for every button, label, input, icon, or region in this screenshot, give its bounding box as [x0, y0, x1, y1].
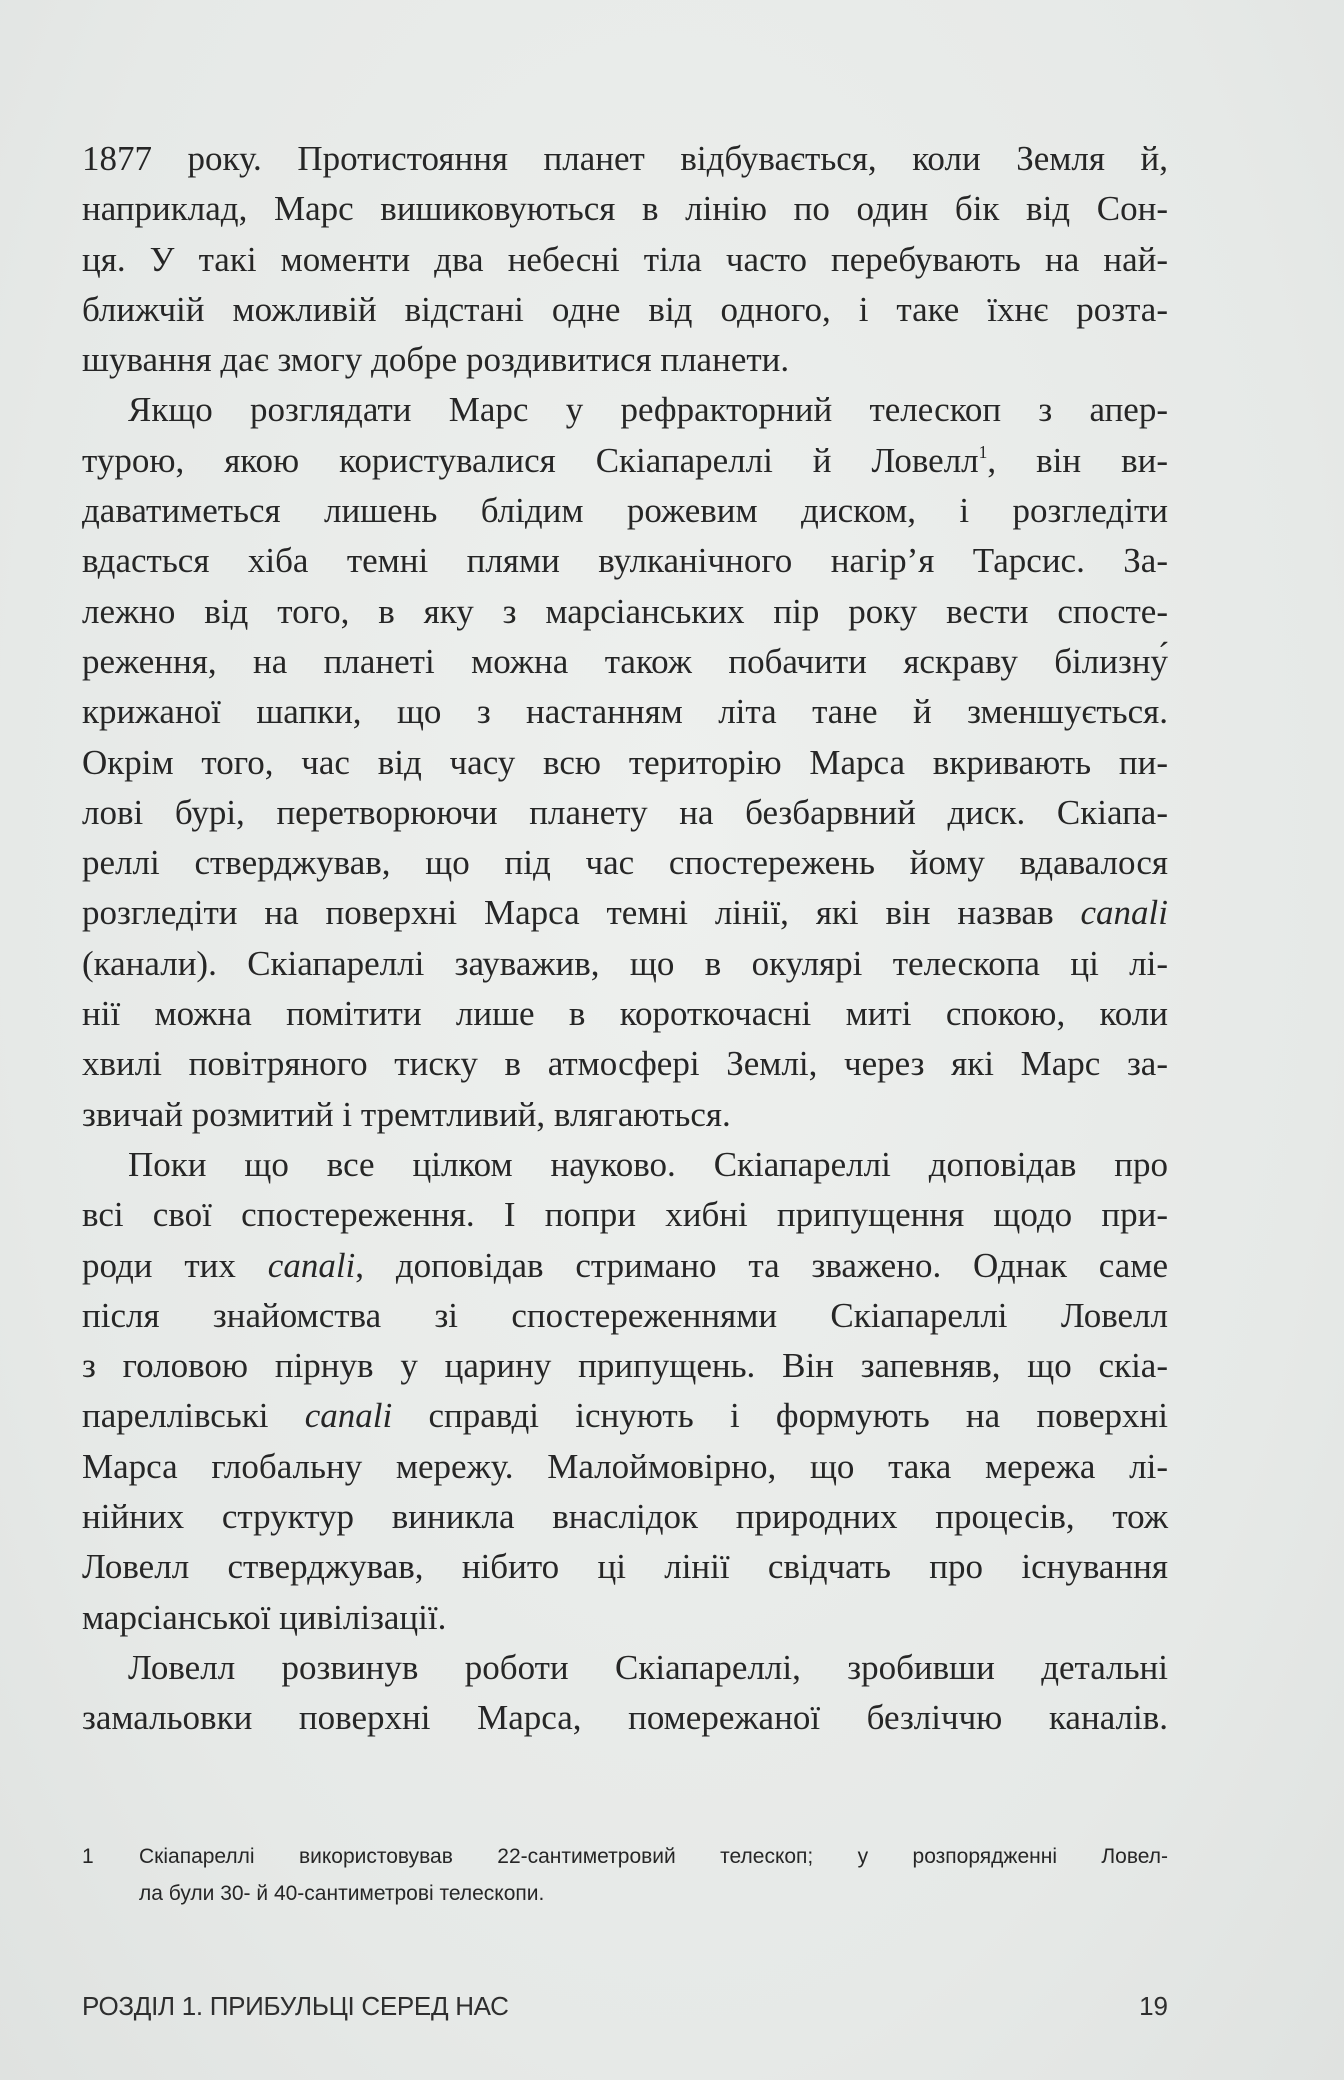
text-segment: всі свої спостереження. І попри хибні припущення щодо при- [82, 1195, 1168, 1235]
text-segment: Ловелл стверджував, нібито ці лінії свідчать про існування [82, 1547, 1168, 1587]
text-line [82, 1190, 1168, 1240]
text-segment: ця. У такі моменти два небесні тіла часто перебувають на най- [82, 239, 1168, 279]
italic-term: canali [1080, 893, 1168, 933]
text-segment: реження, на планеті можна також побачити яскраву білизну́ [82, 641, 1168, 681]
text-segment: вдасться хіба темні плями вулканічного нагір’я Тарсис. За- [82, 541, 1168, 581]
italic-term: canali [267, 1245, 356, 1285]
text-segment: крижаної шапки, що з настанням літа тане й зменшується. [82, 692, 1168, 732]
body-text [82, 134, 1168, 1744]
text-line [82, 738, 1168, 788]
text-line [82, 687, 1168, 737]
text-line [82, 1643, 1168, 1693]
text-segment: Ловелл розвинув роботи Скіапареллі, зробивши детальні [128, 1647, 1168, 1687]
text-line [82, 989, 1168, 1039]
footnote-text [139, 1838, 1168, 1912]
text-line [82, 1492, 1168, 1542]
text-segment: Окрім того, час від часу всю територію Марса вкривають пи- [82, 742, 1168, 782]
text-segment: лежно від того, в яку з марсіанських пір року вести спосте- [82, 591, 1168, 631]
footnote-number: 1 [82, 1845, 94, 1868]
paragraph [82, 1140, 1168, 1643]
text-line [82, 536, 1168, 586]
text-line [82, 788, 1168, 838]
text-segment: справді існують і формують на поверхні [392, 1396, 1168, 1436]
text-segment: Якщо розглядати Марс у рефракторний телескоп з апер- [128, 390, 1168, 430]
text-segment: пареллівські [82, 1396, 305, 1436]
text-line [82, 385, 1168, 435]
text-line [82, 436, 1168, 486]
text-segment: даватиметься лишень блідим рожевим диском, і розгледіти [82, 491, 1168, 531]
text-line [82, 587, 1168, 637]
paragraph [82, 1643, 1168, 1744]
text-segment: лові бурі, перетворюючи планету на безбарвний диск. Скіапа- [82, 792, 1168, 832]
text-line [82, 1391, 1168, 1441]
text-segment: звичай розмитий і тремтливий, влягаються. [82, 1094, 731, 1134]
text-segment: після знайомства зі спостереженнями Скіапареллі Ловелл [82, 1295, 1168, 1335]
text-segment: Марса глобальну мережу. Малоймовірно, що така мережа лі- [82, 1446, 1168, 1486]
text-segment: хвилі повітряного тиску в атмосфері Землі, через які Марс за- [82, 1044, 1168, 1084]
text-line [82, 939, 1168, 989]
text-segment: з головою пірнув у царину припущень. Він запевняв, що скіа- [82, 1346, 1168, 1386]
text-segment: 1877 року. Протистояння планет відбувається, коли Земля й, [82, 139, 1168, 178]
text-line [82, 134, 1168, 184]
text-line [82, 637, 1168, 687]
text-line [82, 184, 1168, 234]
text-line [82, 1693, 1168, 1743]
text-line [82, 1442, 1168, 1492]
text-segment: реллі стверджував, що під час спостережень йому вдавалося [82, 843, 1168, 883]
text-segment: шування дає змогу добре роздивитися планети. [82, 340, 790, 380]
chapter-title: РОЗДІЛ 1. ПРИБУЛЬЦІ СЕРЕД НАС [82, 1991, 509, 2021]
text-line [82, 1291, 1168, 1341]
text-segment: замальовки поверхні Марса, помережаної безліччю каналів. [82, 1698, 1168, 1738]
text-segment: роди тих [82, 1245, 268, 1285]
text-line [82, 838, 1168, 888]
paragraph [82, 134, 1168, 385]
text-line [82, 1542, 1168, 1592]
text-line [82, 888, 1168, 938]
text-line [82, 285, 1168, 335]
text-segment: розгледіти на поверхні Марса темні лінії, які він назвав [82, 893, 1081, 933]
text-segment: (канали). Скіапареллі зауважив, що в окулярі телескопа ці лі- [82, 943, 1168, 983]
text-segment: , він ви- [987, 440, 1168, 480]
footnote-reference: 1 [978, 441, 988, 462]
page-number: 19 [1139, 1991, 1168, 2021]
text-line [82, 1039, 1168, 1089]
paragraph [82, 385, 1168, 1139]
text-line [82, 486, 1168, 536]
footnote-line: Скіапареллі використовував 22-сантиметровий телескоп; у розпорядженні Ловел- [139, 1845, 1168, 1868]
text-line [82, 335, 1168, 385]
text-segment: , доповідав стримано та зважено. Однак саме [355, 1245, 1168, 1285]
text-line [82, 1140, 1168, 1190]
italic-term: canali [304, 1396, 393, 1436]
text-line [82, 1090, 1168, 1140]
text-line [82, 1593, 1168, 1643]
text-segment: ближчій можливій відстані одне від одного, і таке їхнє розта- [82, 289, 1168, 329]
text-line [82, 1241, 1168, 1291]
text-segment: Поки що все цілком науково. Скіапареллі доповідав про [128, 1144, 1168, 1184]
text-segment: турою, якою користувалися Скіапареллі й Ловелл [82, 440, 979, 480]
text-segment: нійних структур виникла внаслідок природних процесів, тож [82, 1497, 1168, 1537]
text-segment: марсіанської цивілізації. [82, 1597, 447, 1637]
text-line [82, 235, 1168, 285]
footnote-line: ла були 30- й 40-сантиметрові телескопи. [139, 1882, 545, 1905]
text-segment: нії можна помітити лише в короткочасні миті спокою, коли [82, 994, 1168, 1034]
text-segment: наприклад, Марс вишиковуються в лінію по один бік від Сон- [82, 189, 1168, 229]
text-line [82, 1341, 1168, 1391]
